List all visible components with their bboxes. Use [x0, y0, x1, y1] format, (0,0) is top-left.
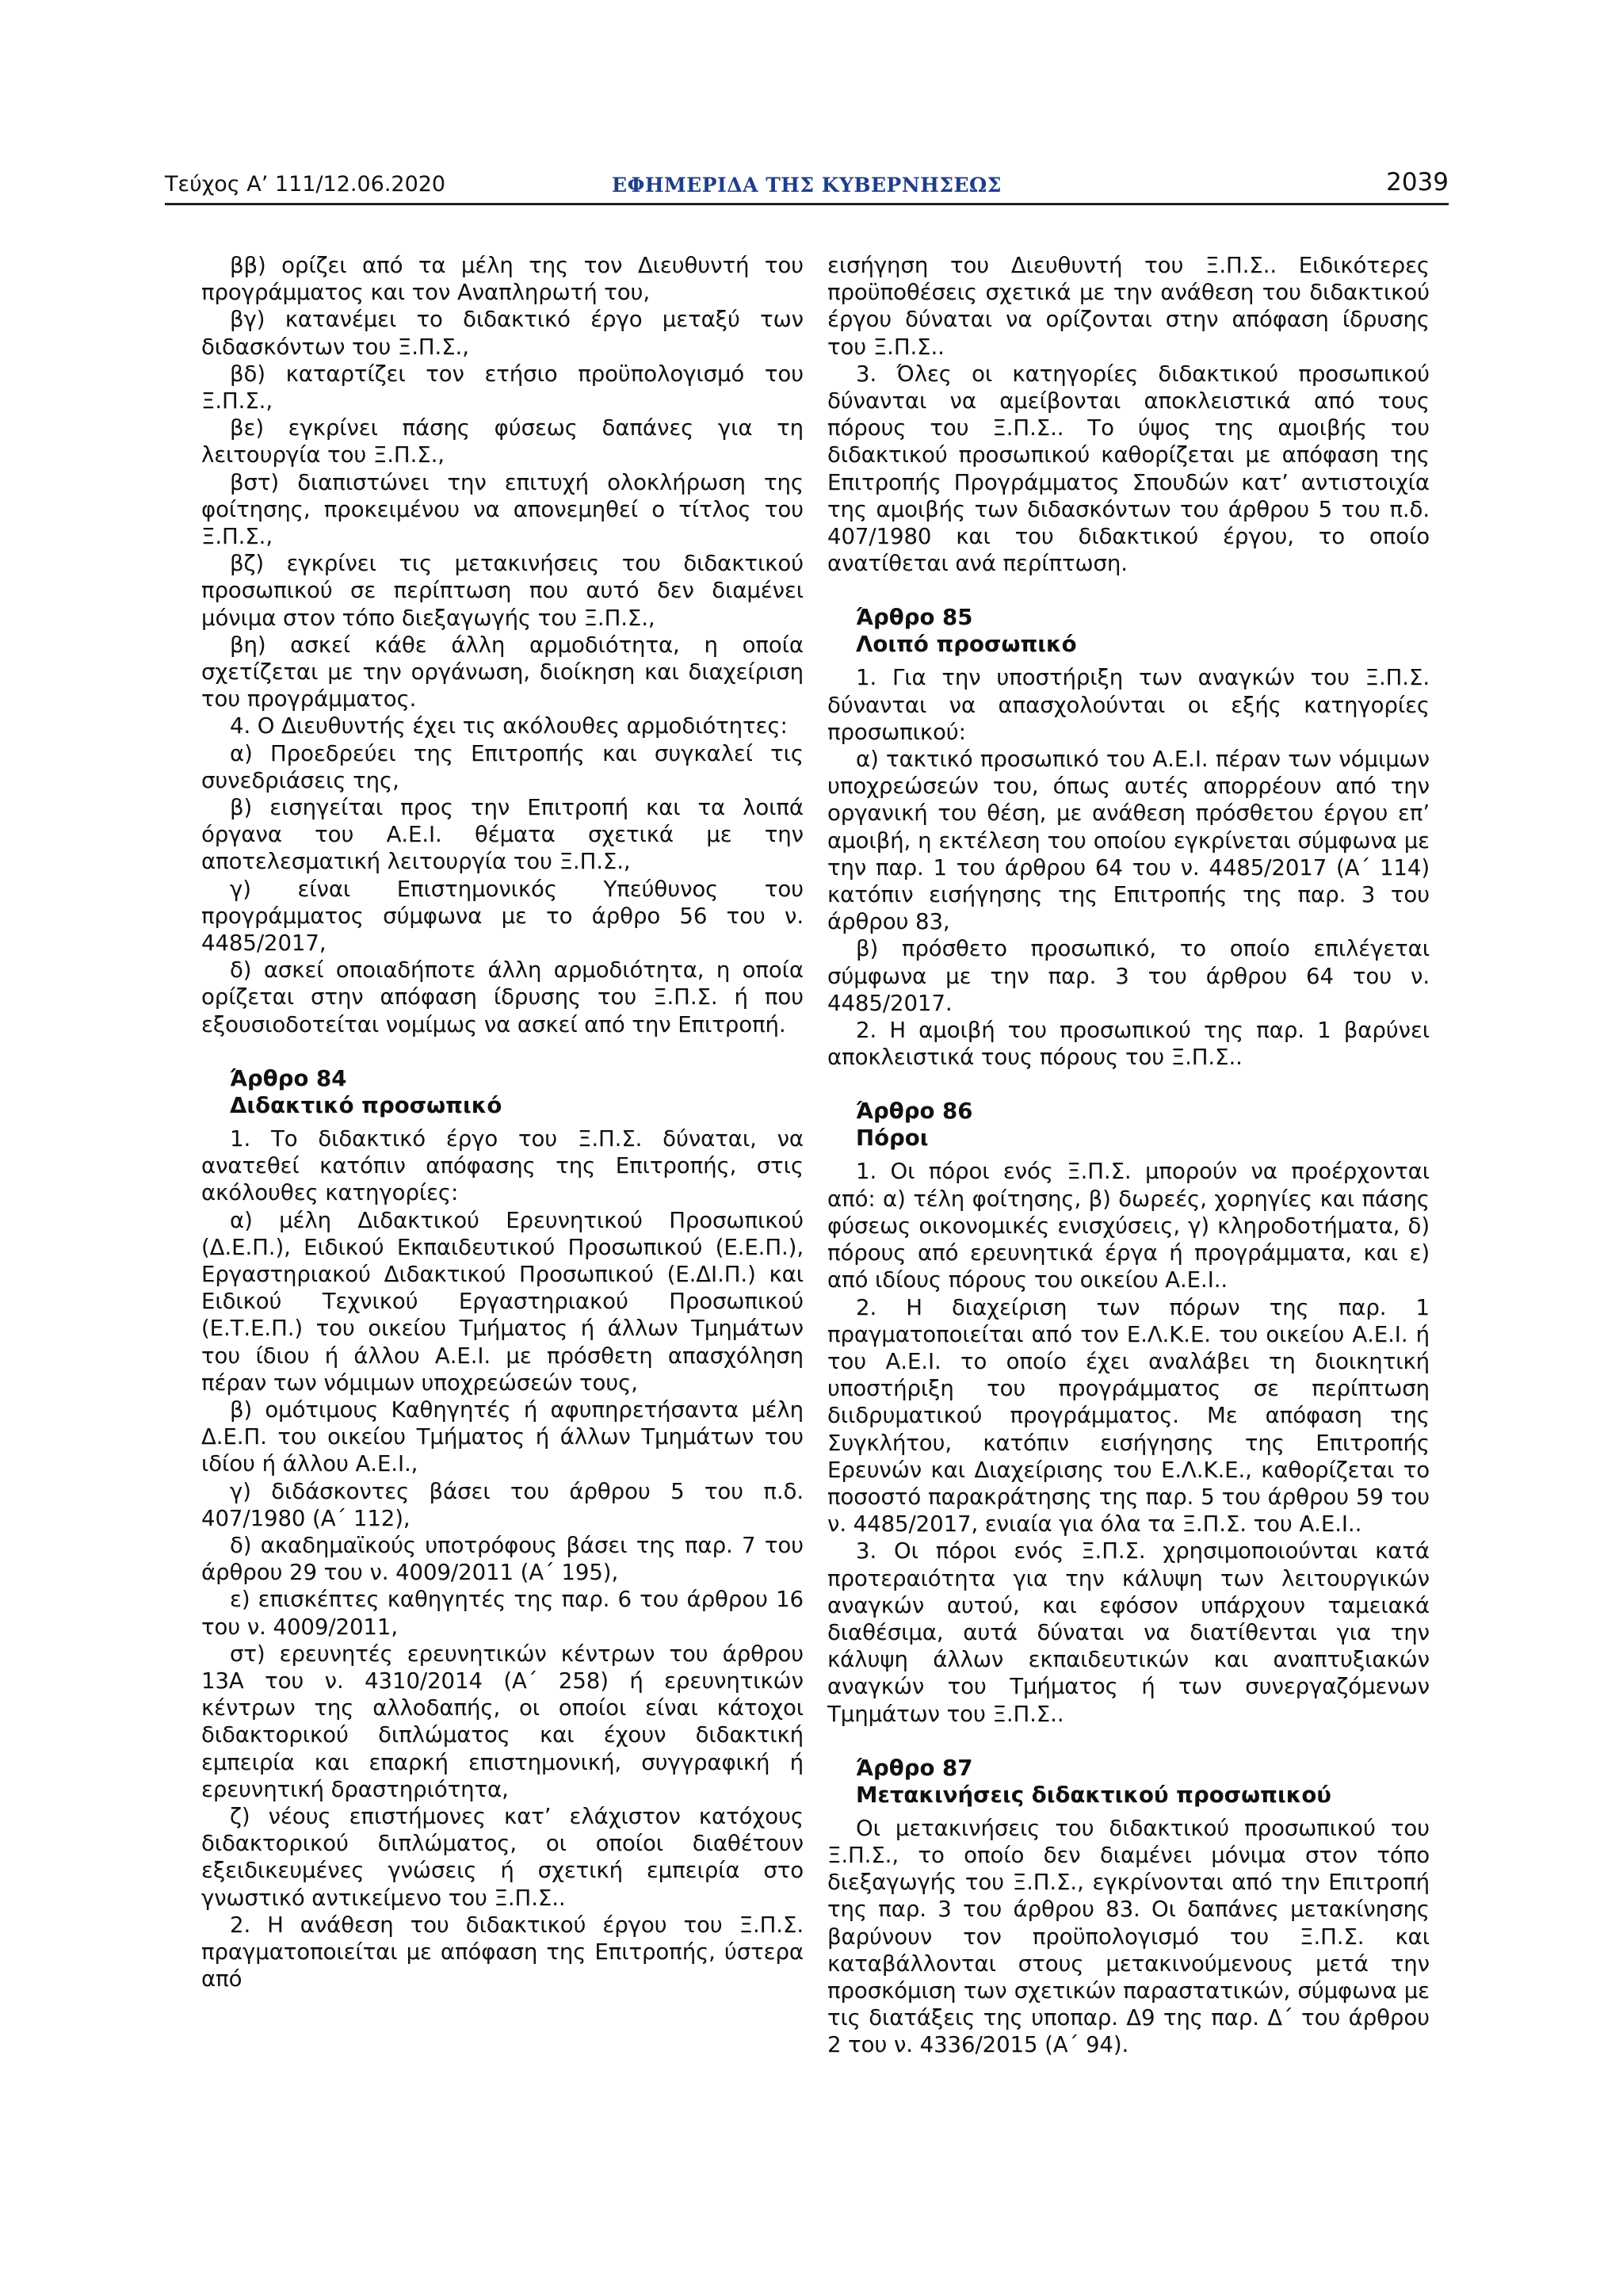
paragraph: 1. Το διδακτικό έργο του Ξ.Π.Σ. δύναται, να ανατεθεί κατόπιν απόφασης της Επιτροπής, στις ακόλουθες κατηγορίες: [201, 1125, 804, 1206]
article-number: Άρθρο 85 [856, 604, 973, 631]
paragraph: γ) είναι Επιστημονικός Υπεύθυνος του προγράμματος σύμφωνα με το άρθρο 56 του ν. 4485/2017, [201, 875, 804, 957]
paragraph: γ) διδάσκοντες βάσει του άρθρου 5 του π.δ. 407/1980 (Α΄ 112), [201, 1477, 804, 1531]
article-title: Διδακτικό προσωπικό [230, 1091, 502, 1118]
article-number: Άρθρο 87 [856, 1754, 973, 1781]
article-87-heading [827, 1755, 1430, 1809]
paragraph: β) ομότιμους Καθηγητές ή αφυπηρετήσαντα μέλη Δ.Ε.Π. του οικείου Τμήματος ή άλλων Τμημάτων του ιδίου ή άλλου Α.Ε.Ι., [201, 1396, 804, 1477]
journal-title: ΕΦΗΜΕΡΙΔΑ ΤΗΣ ΚΥΒΕΡΝΗΣΕΩΣ [612, 174, 1002, 197]
issue-label: Τεύχος Α’ 111/12.06.2020 [165, 172, 446, 197]
left-column [201, 252, 804, 1992]
paragraph: βε) εγκρίνει πάσης φύσεως δαπάνες για τη λειτουργία του Ξ.Π.Σ., [201, 415, 804, 468]
paragraph: ββ) ορίζει από τα μέλη της τον Διευθυντή του προγράμματος και τον Αναπληρωτή του, [201, 252, 804, 306]
paragraph: εισήγηση του Διευθυντή του Ξ.Π.Σ.. Ειδικότερες προϋποθέσεις σχετικά με την ανάθεση του διδακτικού έργου δύναται να ορίζονται στην απόφαση ίδρυσης του Ξ.Π.Σ.. [827, 252, 1430, 360]
page-header [165, 155, 1449, 205]
paragraph: δ) ακαδημαϊκούς υποτρόφους βάσει της παρ. 7 του άρθρου 29 του ν. 4009/2011 (Α΄ 195), [201, 1531, 804, 1586]
paragraph: 1. Οι πόροι ενός Ξ.Π.Σ. μπορούν να προέρχονται από: α) τέλη φοίτησης, β) δωρεές, χορηγίες και πάσης φύσεως οικονομικές ενισχύσεις, γ) κληροδοτήματα, δ) πόρους από ερευνητικά έργα ή προγράμματα, και ε) από ιδίους πόρους του οικείου Α.Ε.Ι.. [827, 1158, 1430, 1293]
article-title: Λοιπό προσωπικό [856, 631, 1077, 658]
paragraph: β) εισηγείται προς την Επιτροπή και τα λοιπά όργανα του Α.Ε.Ι. θέματα σχετικά με την αποτελεσματική λειτουργία του Ξ.Π.Σ., [201, 794, 804, 875]
article-number: Άρθρο 86 [856, 1098, 973, 1125]
paragraph: α) τακτικό προσωπικό του Α.Ε.Ι. πέραν των νόμιμων υποχρεώσεών του, όπως αυτές απορρέουν από την οργανική του θέση, με ανάθεση πρόσθετου έργου επ’ αμοιβή, η εκτέλεση του οποίου εγκρίνεται σύμφωνα με την παρ. 1 του άρθρου 64 του ν. 4485/2017 (Α΄ 114) κατόπιν εισήγησης της Επιτροπής της παρ. 3 του άρθρου 83, [827, 746, 1430, 935]
paragraph: βζ) εγκρίνει τις μετακινήσεις του διδακτικού προσωπικού σε περίπτωση που αυτό δεν διαμένει μόνιμα στον τόπο διεξαγωγής του Ξ.Π.Σ., [201, 550, 804, 631]
article-86-heading [827, 1098, 1430, 1152]
paragraph: βγ) κατανέμει το διδακτικό έργο μεταξύ των διδασκόντων του Ξ.Π.Σ., [201, 306, 804, 360]
paragraph: Οι μετακινήσεις του διδακτικού προσωπικού του Ξ.Π.Σ., το οποίο δεν διαμένει μόνιμα στον τόπο διεξαγωγής του Ξ.Π.Σ., εγκρίνονται από την Επιτροπή της παρ. 3 του άρθρου 83. Οι δαπάνες μετακίνησης βαρύνουν τον προϋπολογισμό του Ξ.Π.Σ. και καταβάλλονται στους μετακινούμενους μετά την προσκόμιση των σχετικών παραστατικών, σύμφωνα με τις διατάξεις της υποπαρ. Δ9 της παρ. Δ΄ του άρθρου 2 του ν. 4336/2015 (Α΄ 94). [827, 1814, 1430, 2058]
paragraph: 2. Η διαχείριση των πόρων της παρ. 1 πραγματοποιείται από τον Ε.Λ.Κ.Ε. του οικείου Α.Ε.Ι. ή του Α.Ε.Ι. το οποίο έχει αναλάβει τη διοικητική υποστήριξη του προγράμματος σε περίπτωση διιδρυματικού προγράμματος. Με απόφαση της Συγκλήτου, κατόπιν εισήγησης της Επιτροπής Ερευνών και Διαχείρισης του Ε.Λ.Κ.Ε., καθορίζεται το ποσοστό παρακράτησης της παρ. 5 του άρθρου 59 του ν. 4485/2017, ενιαία για όλα τα Ξ.Π.Σ. του Α.Ε.Ι.. [827, 1293, 1430, 1538]
paragraph: δ) ασκεί οποιαδήποτε άλλη αρμοδιότητα, η οποία ορίζεται στην απόφαση ίδρυσης του Ξ.Π.Σ. ή που εξουσιοδοτείται νομίμως να ασκεί από την Επιτροπή. [201, 957, 804, 1037]
right-column [827, 252, 1430, 2059]
paragraph: 3. Όλες οι κατηγορίες διδακτικού προσωπικού δύνανται να αμείβονται αποκλειστικά από τους πόρους του Ξ.Π.Σ.. Το ύψος της αμοιβής του διδακτικού προσωπικού καθορίζεται με απόφαση της Επιτροπής Προγράμματος Σπουδών κατ’ αντιστοιχία της αμοιβής των διδασκόντων του άρθρου 5 του π.δ. 407/1980 και του διδακτικού έργου, το οποίο ανατίθεται ανά περίπτωση. [827, 360, 1430, 577]
article-85-heading [827, 604, 1430, 658]
article-title: Πόροι [856, 1125, 929, 1152]
paragraph: α) μέλη Διδακτικού Ερευνητικού Προσωπικού (Δ.Ε.Π.), Ειδικού Εκπαιδευτικού Προσωπικού (Ε.Ε.Π.), Εργαστηριακού Διδακτικού Προσωπικού (Ε.ΔΙ.Π.) και Ειδικού Τεχνικού Εργαστηριακού Προσωπικού (Ε.Τ.Ε.Π.) του οικείου Τμήματος ή άλλων Τμημάτων του ίδιου ή άλλου Α.Ε.Ι. με πρόσθετη απασχόληση πέραν των νόμιμων υποχρεώσεών τους, [201, 1206, 804, 1396]
article-title: Μετακινήσεις διδακτικού προσωπικού [856, 1781, 1331, 1808]
page-number: 2039 [1386, 168, 1449, 197]
paragraph: 2. Η ανάθεση του διδακτικού έργου του Ξ.Π.Σ. πραγματοποιείται με απόφαση της Επιτροπής, ύστερα από [201, 1911, 804, 1992]
paragraph: βστ) διαπιστώνει την επιτυχή ολοκλήρωση της φοίτησης, προκειμένου να απονεμηθεί ο τίτλος του Ξ.Π.Σ., [201, 468, 804, 550]
paragraph: 2. Η αμοιβή του προσωπικού της παρ. 1 βαρύνει αποκλειστικά τους πόρους του Ξ.Π.Σ.. [827, 1017, 1430, 1071]
paragraph: βδ) καταρτίζει τον ετήσιο προϋπολογισμό του Ξ.Π.Σ., [201, 360, 804, 415]
paragraph: β) πρόσθετο προσωπικό, το οποίο επιλέγεται σύμφωνα με την παρ. 3 του άρθρου 64 του ν. 4485/2017. [827, 935, 1430, 1016]
paragraph: 4. Ο Διευθυντής έχει τις ακόλουθες αρμοδιότητες: [230, 712, 788, 739]
paragraph: ε) επισκέπτες καθηγητές της παρ. 6 του άρθρου 16 του ν. 4009/2011, [201, 1586, 804, 1640]
paragraph: α) Προεδρεύει της Επιτροπής και συγκαλεί τις συνεδριάσεις της, [201, 739, 804, 793]
article-number: Άρθρο 84 [230, 1064, 347, 1091]
paragraph: ζ) νέους επιστήμονες κατ’ ελάχιστον κατόχους διδακτορικού διπλώματος, οι οποίοι διαθέτουν εξειδικευμένες γνώσεις ή σχετική εμπειρία στο γνωστικό αντικείμενο του Ξ.Π.Σ.. [201, 1802, 804, 1911]
article-84-heading [201, 1065, 804, 1119]
paragraph: βη) ασκεί κάθε άλλη αρμοδιότητα, η οποία σχετίζεται με την οργάνωση, διοίκηση και διαχείριση του προγράμματος. [201, 631, 804, 712]
paragraph: στ) ερευνητές ερευνητικών κέντρων του άρθρου 13Α του ν. 4310/2014 (Α΄ 258) ή ερευνητικών κέντρων της αλλοδαπής, οι οποίοι είναι κάτοχοι διδακτορικού διπλώματος και έχουν διδακτική εμπειρία και επαρκή επιστημονική, συγγραφική ή ερευνητική δραστηριότητα, [201, 1640, 804, 1802]
paragraph: 1. Για την υποστήριξη των αναγκών του Ξ.Π.Σ. δύνανται να απασχολούνται οι εξής κατηγορίες προσωπικού: [827, 664, 1430, 745]
paragraph: 3. Οι πόροι ενός Ξ.Π.Σ. χρησιμοποιούνται κατά προτεραιότητα για την κάλυψη των λειτουργικών αναγκών αυτού, και εφόσον υπάρχουν ταμειακά διαθέσιμα, αυτά δύναται να διατίθενται για την κάλυψη άλλων εκπαιδευτικών και αναπτυξιακών αναγκών του Τμήματος ή των συνεργαζόμενων Τμημάτων του Ξ.Π.Σ.. [827, 1538, 1430, 1727]
